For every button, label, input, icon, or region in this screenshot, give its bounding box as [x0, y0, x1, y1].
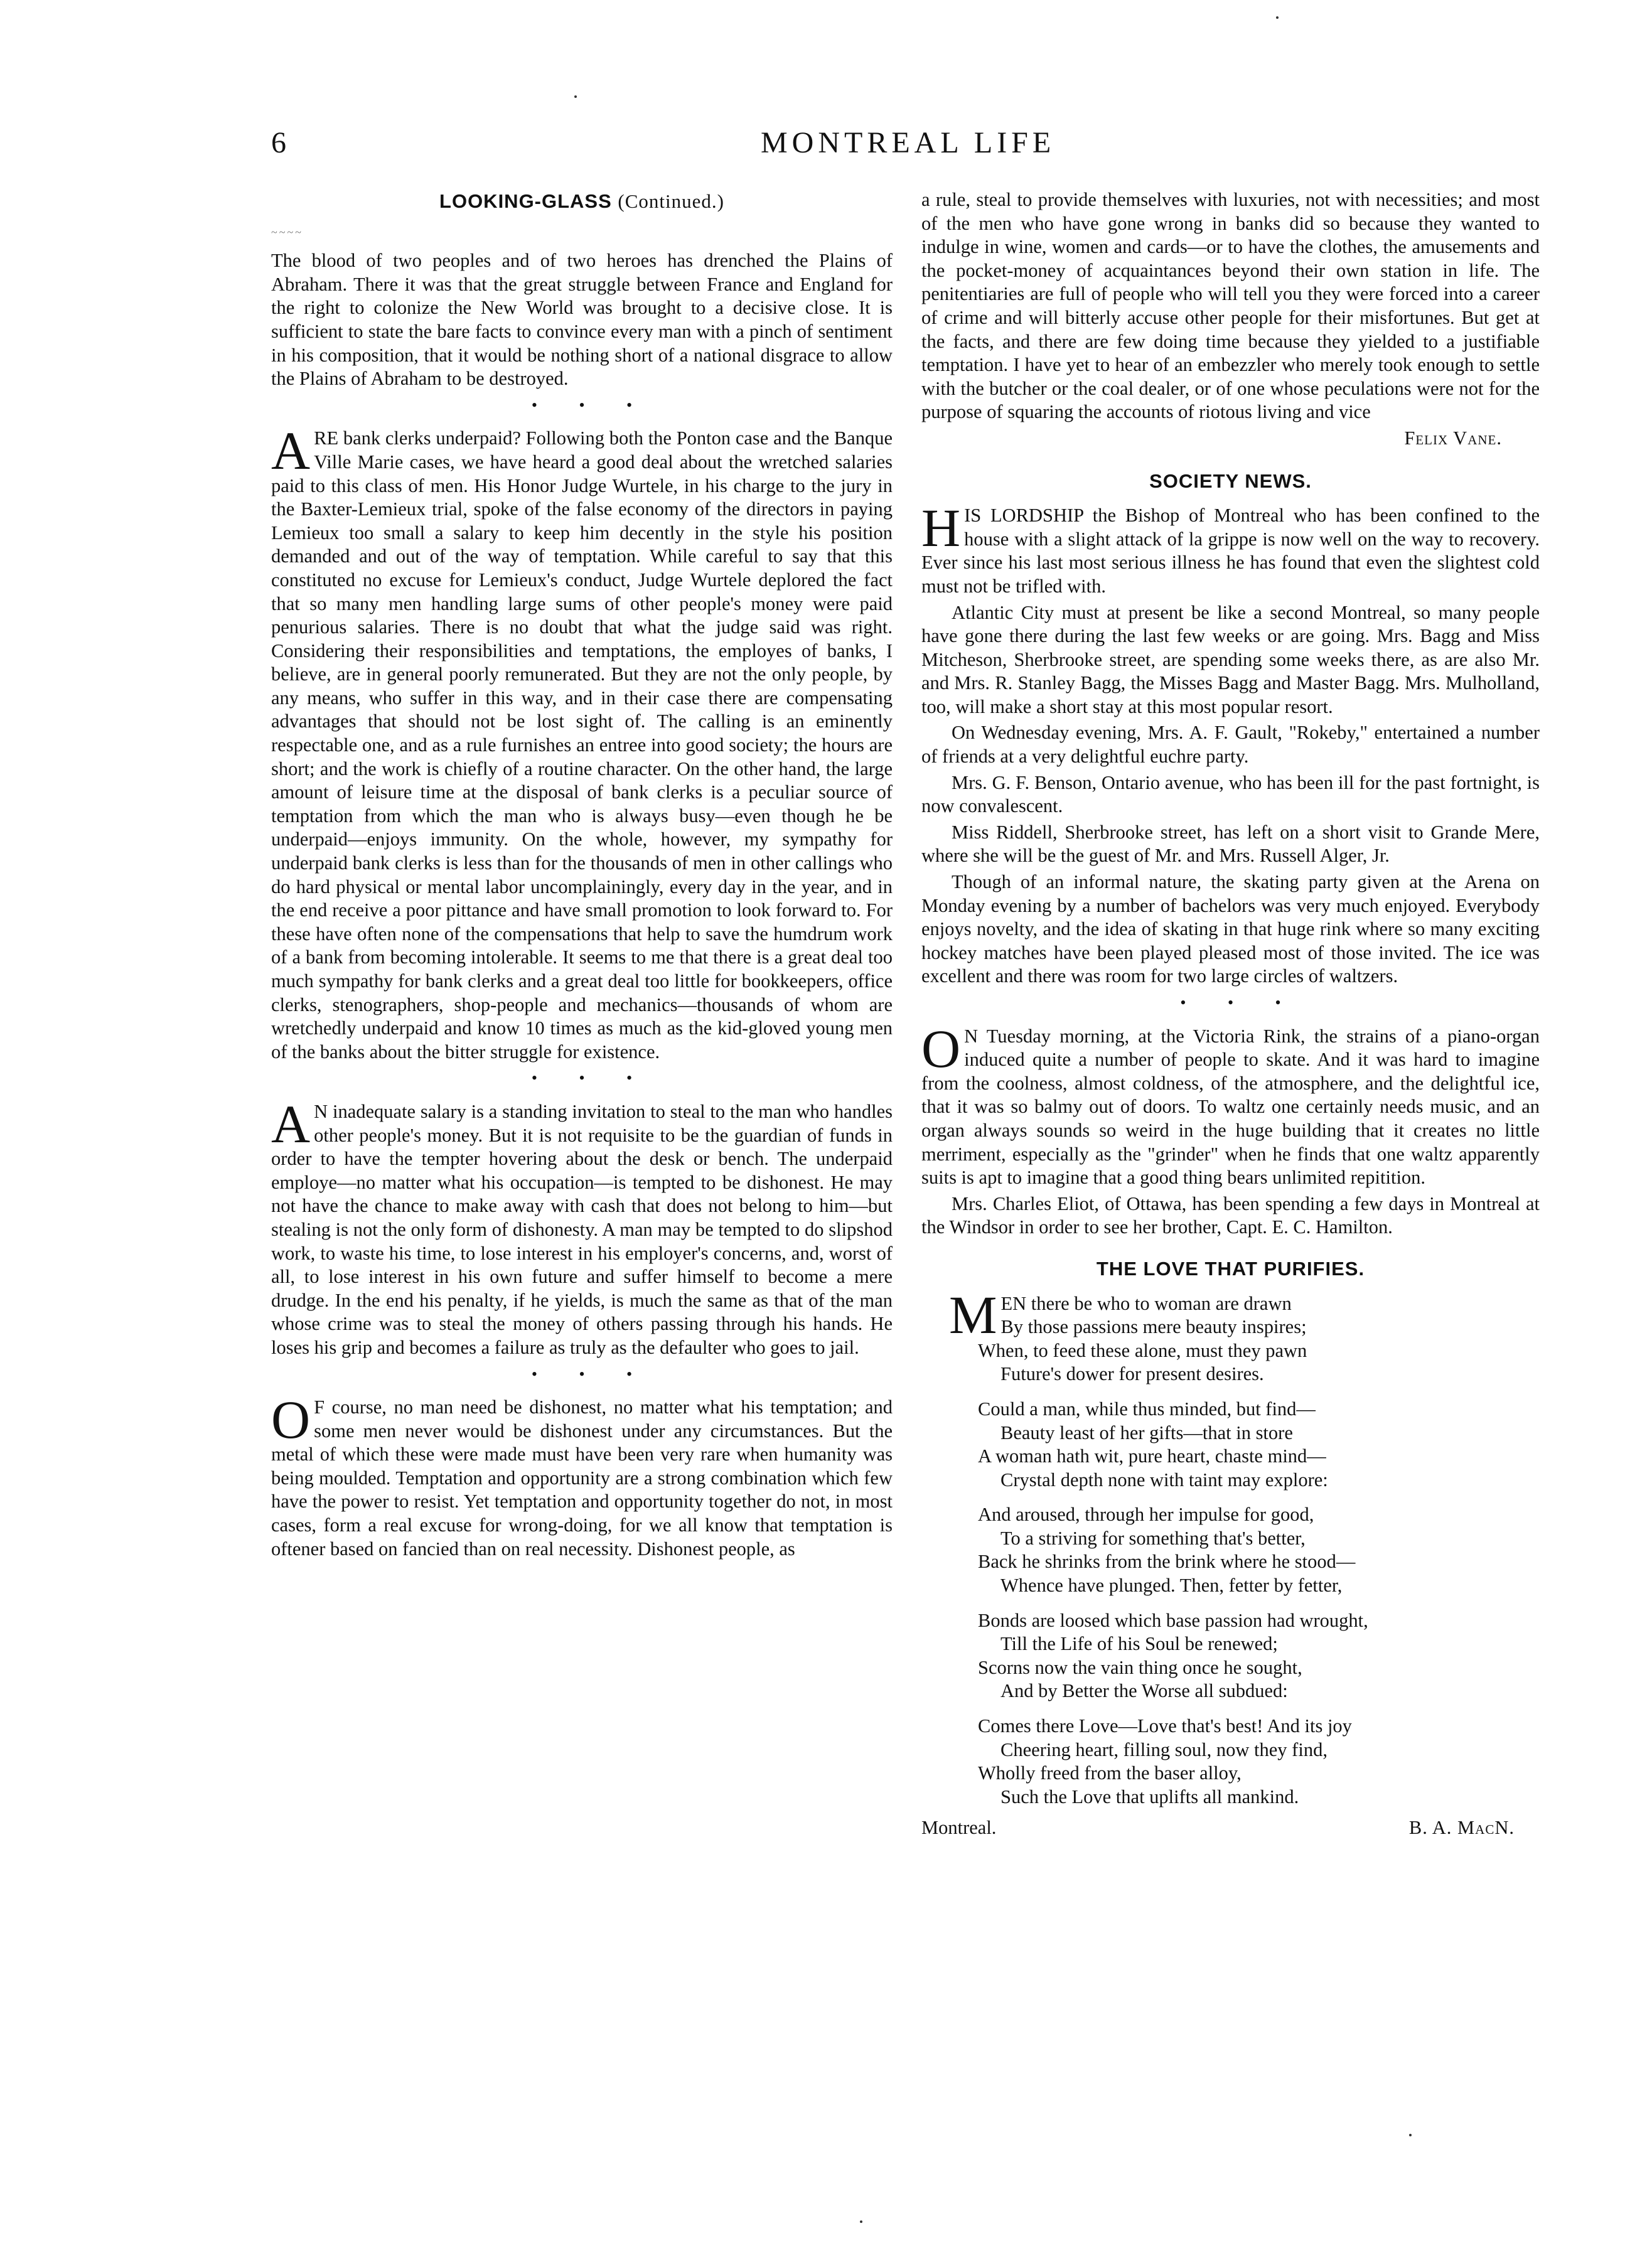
paragraph-continuation: a rule, steal to provide themselves with luxuries, not with necessities; and most of the men who have gone wrong in banks did so because they wanted to indulge in wine, women and cards—or to have the clothes, the amusements and the pocket-money of acquaintances beyond their own station in life. The penitentiaries are full of people who will tell you they were forced into a career of crime and will bitterly accuse other people for their misfortunes. But get at the facts, and there are few doing time because they yielded to a justifiable temptation. I have yet to hear of an embezzler who merely took enough to settle with the butcher or the coal dealer, or of one whose peculations were not for the purpose of squaring the accounts of riotous living and vice: [921, 189, 1540, 423]
print-speck: [574, 95, 577, 98]
paragraph-bank-clerks: [271, 420, 893, 1064]
paragraph-dishonest: [271, 1390, 893, 1561]
poem-line: Cheering heart, filling soul, now they find,: [1000, 1738, 1328, 1760]
society-item: Mrs. Charles Eliot, of Ottawa, has been spending a few days in Montreal at the Windsor in order to see her brother, Capt. E. C. Hamilton.: [921, 1192, 1540, 1238]
print-speck: [860, 2220, 862, 2223]
page-header: [271, 126, 1514, 169]
print-speck: [1409, 2134, 1412, 2136]
society-item: Mrs. G. F. Benson, Ontario avenue, who has been ill for the past fortnight, is now convalescent.: [921, 771, 1540, 817]
poem-line: Wholly freed from the baser alloy,: [978, 1762, 1242, 1784]
poem-footer: [921, 1816, 1515, 1840]
page-number: 6: [271, 126, 286, 159]
poem-line: And aroused, through her impulse for good,: [978, 1504, 1314, 1526]
dropcap: A: [271, 420, 311, 481]
right-column: [921, 188, 1540, 1840]
poem-line: Back he shrinks from the brink where he stood—: [978, 1551, 1356, 1573]
separator: • • •: [1180, 993, 1300, 1012]
poem-line: Could a man, while thus minded, but find—: [978, 1398, 1316, 1420]
society-item: Atlantic City must at present be like a second Montreal, so many people have gone there during the last few weeks or are going. Mrs. Bagg and Miss Mitcheson, Sherbrooke street, are spending some weeks there, as are also Mr. and Mrs. R. Stanley Bagg, the Misses Bagg and Master Bagg. Mrs. Mulholland, too, will make a short stay at this most popular resort.: [921, 601, 1540, 717]
poem-author: B. A. MacN.: [1408, 1817, 1515, 1839]
dropcap: O: [271, 1390, 311, 1450]
left-column: [271, 188, 893, 1563]
heading-title: LOOKING-GLASS: [439, 190, 612, 212]
poem-line: Scorns now the vain thing once he sought,: [978, 1656, 1302, 1678]
poem-line: Beauty least of her gifts—that in store: [1000, 1422, 1293, 1443]
poem-line: Bonds are loosed which base passion had wrought,: [978, 1609, 1368, 1631]
poem-stanza: [978, 1503, 1540, 1597]
dropcap: O: [921, 1018, 961, 1079]
dropcap: H: [921, 498, 961, 559]
separator: • • •: [531, 1364, 652, 1383]
poem-line: Crystal depth none with taint may explore:: [1000, 1469, 1328, 1491]
dropcap: A: [271, 1093, 311, 1154]
poem: [921, 1284, 1540, 1840]
society-item-bishop: [921, 498, 1540, 598]
poem-title: THE LOVE THAT PURIFIES.: [1096, 1257, 1365, 1280]
paragraph-text: N Tuesday morning, at the Victoria Rink, the strains of a piano-organ induced quite a number of people to skate. And it was hard to imagine from the coolness, almost coldness, of the atmosphere, and the delightful ice, that it was so balmy out of doors. To waltz one certainly needs music, and an organ always sounds so weird in the huge building that it creates no little merriment, especially as the "grinder" when he finds that one waltz apparently suits is apt to imagine that a good thing bears unlimited repitition.: [921, 1025, 1540, 1189]
poem-line: Future's dower for present desires.: [1000, 1363, 1264, 1385]
paragraph-text: IS LORDSHIP the Bishop of Montreal who has been confined to the house with a slight attack of la grippe is now well on the way to recovery. Ever since his last most serious illness he has found that even the slightest cold must not be trifled with.: [921, 505, 1540, 597]
poem-stanza: [978, 1609, 1540, 1703]
poem-stanza: [978, 1715, 1540, 1809]
running-title: MONTREAL LIFE: [761, 126, 1056, 159]
poem-line: By those passions mere beauty inspires;: [1000, 1316, 1307, 1338]
poem-line: Such the Love that uplifts all mankind.: [1000, 1786, 1299, 1807]
poem-stanza: [978, 1398, 1540, 1492]
print-speck: [1276, 16, 1279, 19]
looking-glass-heading: [271, 190, 893, 213]
dropcap: M: [949, 1284, 997, 1345]
paragraph-plains: The blood of two peoples and of two heroes has drenched the Plains of Abraham. There it was that the great struggle between France and England for the right to colonize the New World was brought to a decisive close. It is sufficient to state the bare facts to convince every man with a pinch of sentiment in his composition, that it would be nothing short of a national disgrace to allow the Plains of Abraham to be destroyed.: [271, 250, 893, 390]
paragraph-text: N inadequate salary is a standing invitation to steal to the man who handles other people's money. But it is not requisite to be the guardian of funds in order to have the tempter hovering about the desk or bench. The underpaid employe—no matter what his occupation—is tempted to be dishonest. He may not have the chance to make away with cash that does not belong to him—but stealing is not the only form of dishonesty. A man may be tempted to do slipshod work, to waste his time, to lose interest in his employer's concerns, and, worst of all, to lose interest in his own future and suffer himself to become a mere drudge. In the end his penalty, if he yields, is much the same as that of the man whose crime was to steal the money of others passing through his hands. He loses his grip and becomes a failure as truly as the defaulter who goes to jail.: [271, 1100, 893, 1358]
separator: • • •: [531, 1069, 652, 1088]
signature: Felix Vane.: [1404, 427, 1502, 449]
paragraph-text: RE bank clerks underpaid? Following both the Ponton case and the Banque Ville Marie cases, we have heard a good deal about the wretched salaries paid to this class of men. His Honor Judge Wurtele, in his charge to the jury in the Baxter-Lemieux trial, spoke of the false economy of the directors in paying Lemieux too small a salary to keep him decently in the style his position demanded and out of the way of temptation. While careful to say that this constituted no excuse for Lemieux's conduct, Judge Wurtele deplored the fact that so many men handling large sums of other people's money were paid penurious salaries. There is no doubt that what the judge said was right. Considering their responsibilities and temptations, the employes of banks, I believe, are in general poorly remunerated. But they are not the only people, by any means, who suffer in this way, and in their case there are compensating advantages that should not be lost sight of. The calling is an eminently respectable one, and as a rule furnishes an entree into good society; the hours are short; and the work is chiefly of a routine character. On the other hand, the large amount of leisure time at the disposal of bank clerks is a peculiar source of temptation from which the man who is always busy—even though he be underpaid—enjoys immunity. On the whole, however, my sympathy for underpaid bank clerks is less than for the thousands of men in other callings who do hard physical or mental labor uncomplainingly, every day in the year, and in the end receive a poor pittance and have small promotion to look forward to. For these have often none of the compensations that help to save the humdrum work of a bank from becoming intolerable. It seems to me that there is a great deal too much sympathy for bank clerks and a great deal too little for bookkeepers, office clerks, stenographers, shop-people and mechanics—thousands of whom are wretchedly underpaid and know 10 times as much as the kid-gloved young men of the banks about the bitter struggle for existence.: [271, 427, 893, 1063]
poem-place: Montreal.: [921, 1817, 997, 1839]
poem-line: When, to feed these alone, must they pawn: [978, 1339, 1307, 1361]
society-item: On Wednesday evening, Mrs. A. F. Gault, "Rokeby," entertained a number of friends at a very delightful euchre party.: [921, 722, 1540, 768]
poem-line: Till the Life of his Soul be renewed;: [1000, 1633, 1278, 1655]
poem-line: And by Better the Worse all subdued:: [1000, 1680, 1288, 1702]
poem-stanza: [949, 1284, 1540, 1386]
ornament: ~~~~: [271, 225, 303, 238]
paragraph-text: F course, no man need be dishonest, no matter what his temptation; and some men never would be dishonest under any circumstances. But the metal of which these were made must have been very rare when humanity was being moulded. Temptation and opportunity are a strong combination which few have the power to resist. Yet temptation and opportunity together do not, in most cases, form a real excuse for wrong-doing, for we all know that temptation is oftener based on fancied than on real necessity. Dishonest people, as: [271, 1396, 893, 1560]
society-item: Though of an informal nature, the skating party given at the Arena on Monday evening by a number of bachelors was very much enjoyed. Everybody enjoys novelty, and the idea of skating in that huge rink where so many exciting hockey matches have been played pleased most of those invited. The ice was excellent and there was room for two large circles of waltzers.: [921, 871, 1540, 987]
paragraph-inadequate-salary: [271, 1093, 893, 1360]
society-item: Miss Riddell, Sherbrooke street, has left on a short visit to Grande Mere, where she will be the guest of Mr. and Mrs. Russell Alger, Jr.: [921, 821, 1540, 867]
poem-line: EN there be who to woman are drawn: [1000, 1292, 1292, 1314]
society-item-skating: [921, 1018, 1540, 1190]
poem-line: Whence have plunged. Then, fetter by fetter,: [1000, 1575, 1343, 1597]
separator: • • •: [531, 395, 652, 414]
heading-suffix: (Continued.): [618, 190, 724, 212]
society-news-heading: SOCIETY NEWS.: [1149, 469, 1312, 492]
poem-line: A woman hath wit, pure heart, chaste mind—: [978, 1445, 1326, 1467]
poem-line: Comes there Love—Love that's best! And its joy: [978, 1715, 1352, 1737]
poem-line: To a striving for something that's better,: [1000, 1527, 1306, 1549]
